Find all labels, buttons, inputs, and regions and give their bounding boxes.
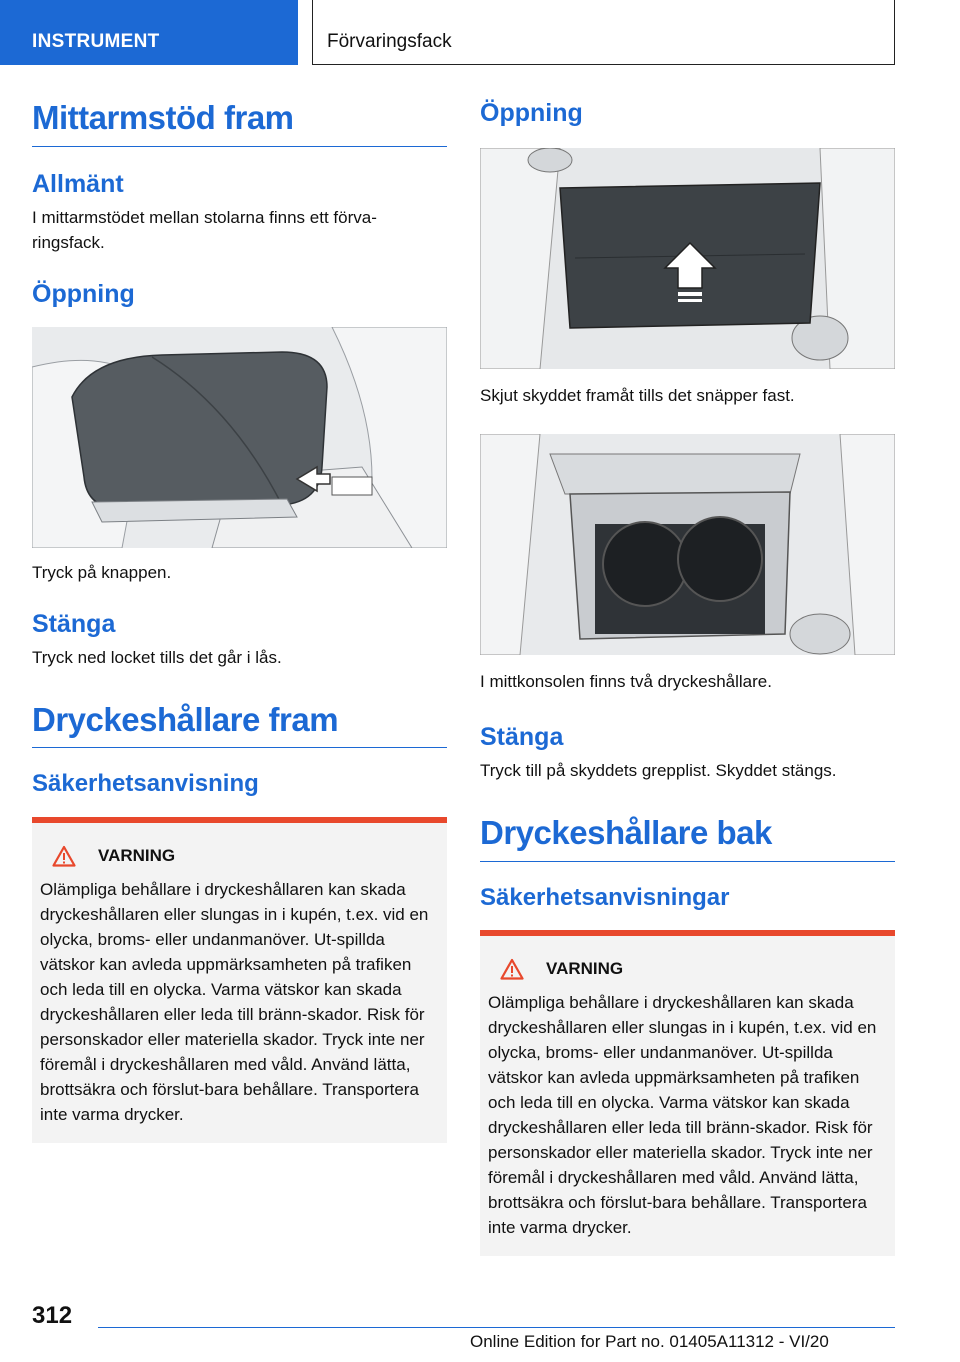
text-allmant: I mittarmstödet mellan stolarna finns ett förva-ringsfack. (32, 207, 377, 252)
section-title-rule (32, 98, 447, 147)
footer-edition-text: Online Edition for Part no. 01405A11312 - VI/20 (470, 1332, 829, 1351)
warning-triangle-icon (52, 845, 76, 867)
heading-oppning-left: Öppning (32, 279, 135, 308)
cupholder-photo (480, 434, 895, 655)
caption-skjut-skyddet: Skjut skyddet framåt tills det snäpper fast. (480, 386, 795, 405)
warning-text-left: Olämpliga behållare i dryckeshållaren kan skada dryckeshållaren eller slungas in i kupén, t.ex. vid en olycka, broms- eller undanmanöver. Ut-spillda vätskor kan avleda uppmärksamheten på trafiken och leda till en olycka. Varma vätskor kan skada dryckeshållaren eller leda till bränn-skador. Risk för personskador eller materiella skador. Tryck inte ner föremål i dryckeshållaren med våld. Använd lätta, brottsäkra och förslut-bara behållare. Transportera inte varma drycker. (40, 879, 429, 1124)
text-stanga-right: Tryck till på skyddets grepplist. Skyddet stängs. (480, 761, 837, 780)
heading-oppning-right: Öppning (480, 99, 583, 127)
text-stanga-left: Tryck ned locket tills det går i lås. (32, 647, 282, 667)
cupholder-illustration (480, 434, 895, 655)
footer-rule (98, 1327, 895, 1328)
caption-tva-dryckeshallare: I mittkonsolen finns två dryckeshållare. (480, 672, 772, 691)
heading-stanga-right: Stänga (480, 723, 564, 751)
warning-label-right: VARNING (546, 959, 624, 979)
warning-title-right (500, 958, 887, 980)
right-column (480, 98, 895, 1256)
section-title-rule-2 (32, 700, 447, 749)
heading-sakerhetsanvisningar: Säkerhetsanvisningar (480, 883, 730, 911)
left-column (32, 98, 447, 1143)
warning-box-left (32, 817, 447, 1143)
heading-sakerhetsanvisning: Säkerhetsanvisning (32, 770, 259, 798)
caption-tryck-knappen: Tryck på knappen. (32, 562, 172, 582)
cover-slide-photo (480, 148, 895, 369)
heading-allmant: Allmänt (32, 169, 124, 198)
page-number: 312 (32, 1302, 73, 1329)
header-section-tab: INSTRUMENT (0, 0, 298, 65)
section-title-dryckeshallare-bak: Dryckeshållare bak (480, 814, 772, 851)
armrest-photo (32, 327, 447, 548)
cover-slide-illustration (480, 148, 895, 369)
section-title-rule-3 (480, 813, 895, 862)
warning-triangle-icon (500, 958, 524, 980)
heading-stanga-left: Stänga (32, 609, 116, 638)
warning-text-right: Olämpliga behållare i dryckeshållaren kan skada dryckeshållaren eller slungas in i kupén, t.ex. vid en olycka, broms- eller undanmanöver. Ut-spillda vätskor kan avleda uppmärksamheten på trafiken och leda till en olycka. Varma vätskor kan skada dryckeshållaren eller leda till bränn-skador. Risk för personskador eller materiella skador. Tryck inte ner föremål i dryckeshållaren med våld. Använd lätta, brottsäkra och förslut-bara behållare. Transportera inte varma drycker. (488, 993, 877, 1238)
header-topic: Förvaringsfack (312, 0, 895, 65)
armrest-illustration (32, 327, 447, 548)
warning-title-left (52, 845, 439, 867)
warning-box-right (480, 930, 895, 1256)
section-title-dryckeshallare-fram: Dryckeshållare fram (32, 700, 339, 738)
warning-label-left: VARNING (98, 845, 176, 865)
section-title-mittarmstod: Mittarmstöd fram (32, 99, 294, 136)
